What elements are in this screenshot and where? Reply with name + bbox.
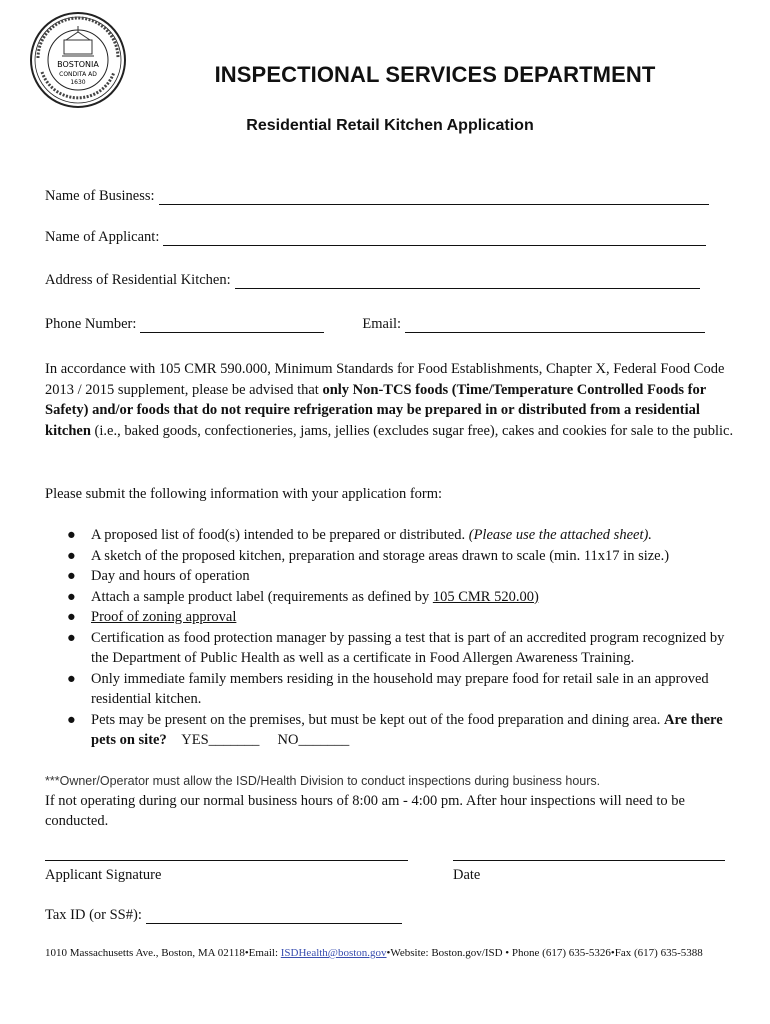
phone-input-line[interactable] (140, 318, 324, 333)
bullet-icon: ● (67, 547, 76, 564)
svg-text:1630: 1630 (70, 79, 86, 86)
list-item (45, 607, 735, 628)
address-field (45, 272, 700, 289)
applicant-name-label: Name of Applicant: (45, 229, 160, 245)
address-input-line[interactable] (235, 274, 700, 289)
applicant-signature-label: Applicant Signature (45, 867, 162, 883)
date-label: Date (453, 867, 481, 883)
zoning-approval-link[interactable]: Proof of zoning approval (91, 609, 237, 625)
tax-id-input-line[interactable] (146, 909, 402, 924)
applicant-name-field (45, 229, 706, 246)
business-name-field (45, 188, 709, 205)
email-input-line[interactable] (405, 318, 705, 333)
list-item: ● A proposed list of food(s) intended to be prepared or distributed. (Please use the attached sheet). (45, 525, 735, 546)
pets-no-option[interactable]: NO_______ (277, 732, 350, 748)
intro-paragraph: In accordance with 105 CMR 590.000, Minimum Standards for Food Establishments, Chapter X, Federal Food Code 2013 / 2015 supplement, please be advised that only Non-TCS foods (Time/Temperature Controlled Foods for Safety) and/or foods that do not require refrigeration may be prepared in or distributed from a residential kitchen (i.e., baked goods, confectioneries, jams, jellies (excludes sugar free), cakes and cookies for sale to the public. (45, 361, 734, 439)
svg-text:CONDITA AD: CONDITA AD (59, 71, 97, 78)
bullet-icon: ● (67, 527, 76, 543)
list-item: ● Attach a sample product label (requirements as defined by 105 CMR 520.00) (45, 587, 735, 608)
tax-id-field (45, 907, 402, 924)
bullet-icon: ● (67, 609, 76, 625)
department-title: INSPECTIONAL SERVICES DEPARTMENT (214, 62, 656, 87)
bullet-icon: ● (67, 670, 76, 687)
business-hours-text: If not operating during our normal business hours of 8:00 am - 4:00 pm. After hour inspections will need to be conducted. (45, 793, 685, 829)
list-item: ● Day and hours of operation (45, 566, 735, 587)
list-item: ● A sketch of the proposed kitchen, preparation and storage areas drawn to scale (min. 11x17 in size.) (45, 546, 735, 567)
list-item: ● Only immediate family members residing in the household may prepare food for retail sale in an approved residential kitchen. (67, 670, 709, 707)
applicant-name-input-line[interactable] (163, 231, 706, 246)
form-subtitle: Residential Retail Kitchen Application (246, 117, 534, 134)
bullet-icon: ● (67, 568, 76, 584)
phone-label: Phone Number: (45, 316, 137, 332)
requirements-list (45, 525, 735, 751)
list-item: ● Pets may be present on the premises, but must be kept out of the food preparation and dining area. Are there pets on site? YES_______ NO_______ (67, 711, 723, 748)
bullet-icon: ● (67, 629, 76, 646)
pets-yes-option[interactable]: YES_______ (181, 732, 260, 748)
list-item: ● Certification as food protection manager by passing a test that is part of an accredited program recognized by the Department of Public Health as well as a certificate in Food Allergen Awareness Training. (67, 629, 725, 666)
address-label: Address of Residential Kitchen: (45, 272, 231, 288)
applicant-signature-line[interactable] (45, 860, 408, 861)
cmr-link[interactable]: 105 CMR 520.00) (432, 588, 539, 605)
intro-bold-text: only Non-TCS foods (Time/Temperature Controlled Foods for Safety) and/or foods that do not require refrigeration may be prepared in or distributed from a residential kitchen (45, 381, 706, 439)
svg-text:BOSTONIA: BOSTONIA (57, 60, 99, 69)
date-line[interactable] (453, 860, 725, 861)
inspection-notice: ***Owner/Operator must allow the ISD/Health Division to conduct inspections during business hours. (45, 774, 601, 788)
business-name-label: Name of Business: (45, 188, 155, 204)
phone-field (45, 316, 705, 333)
submit-instructions: Please submit the following information with your application form: (45, 486, 443, 502)
bullet-icon: ● (67, 588, 76, 605)
email-label: Email: (362, 316, 402, 332)
email-link[interactable]: ISDHealth@boston.gov (280, 947, 387, 959)
city-seal-logo (28, 10, 128, 110)
footer-contact: 1010 Massachusetts Ave., Boston, MA 02118•Email: ISDHealth@boston.gov•Website: Boston.gov/ISD • Phone (617) 635-5326•Fax (617) 635-5388 (45, 947, 703, 959)
tax-id-label: Tax ID (or SS#): (45, 907, 142, 923)
business-name-input-line[interactable] (159, 190, 709, 205)
bullet-icon: ● (67, 711, 76, 728)
